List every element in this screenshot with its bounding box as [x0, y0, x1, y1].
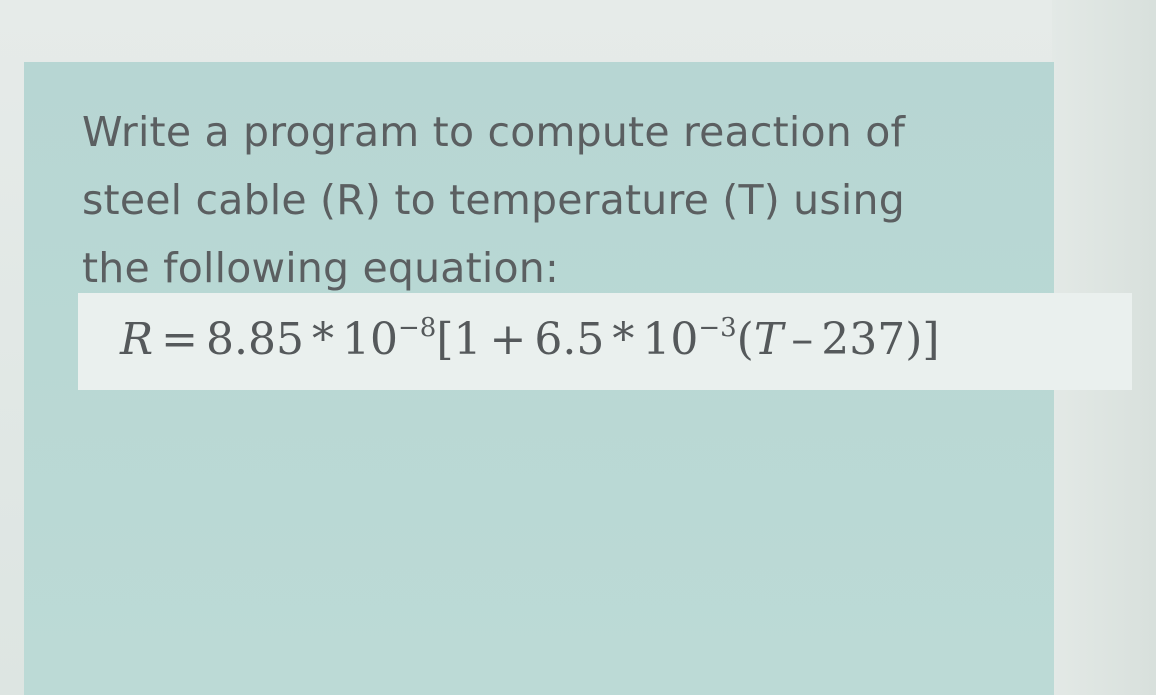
formula-minus: – [791, 314, 814, 365]
formula-exp-2: −3 [698, 313, 737, 343]
formula-base-2: 10 [642, 314, 699, 365]
formula-mult-1: * [311, 314, 334, 365]
formula-mult-2: * [612, 314, 635, 365]
formula-paren-open: ( [736, 314, 754, 365]
question-line-2: steel cable (R) to temperature (T) using [82, 176, 905, 224]
formula-base-1: 10 [341, 314, 398, 365]
formula-coef-2: 6.5 [534, 314, 605, 365]
question-text [82, 98, 1022, 302]
formula-equals: = [161, 314, 199, 365]
question-line-3: the following equation: [82, 244, 559, 292]
formula-coef-1: 8.85 [206, 314, 304, 365]
formula [120, 310, 1140, 370]
question-line-1: Write a program to compute reaction of [82, 108, 906, 156]
formula-plus: + [489, 314, 527, 365]
formula-close: )] [905, 314, 940, 365]
formula-lhs: R [120, 314, 154, 365]
formula-var: T [753, 314, 784, 365]
formula-const: 237 [821, 314, 906, 365]
formula-exp-1: −8 [397, 313, 437, 343]
formula-open: [1 [436, 314, 482, 365]
